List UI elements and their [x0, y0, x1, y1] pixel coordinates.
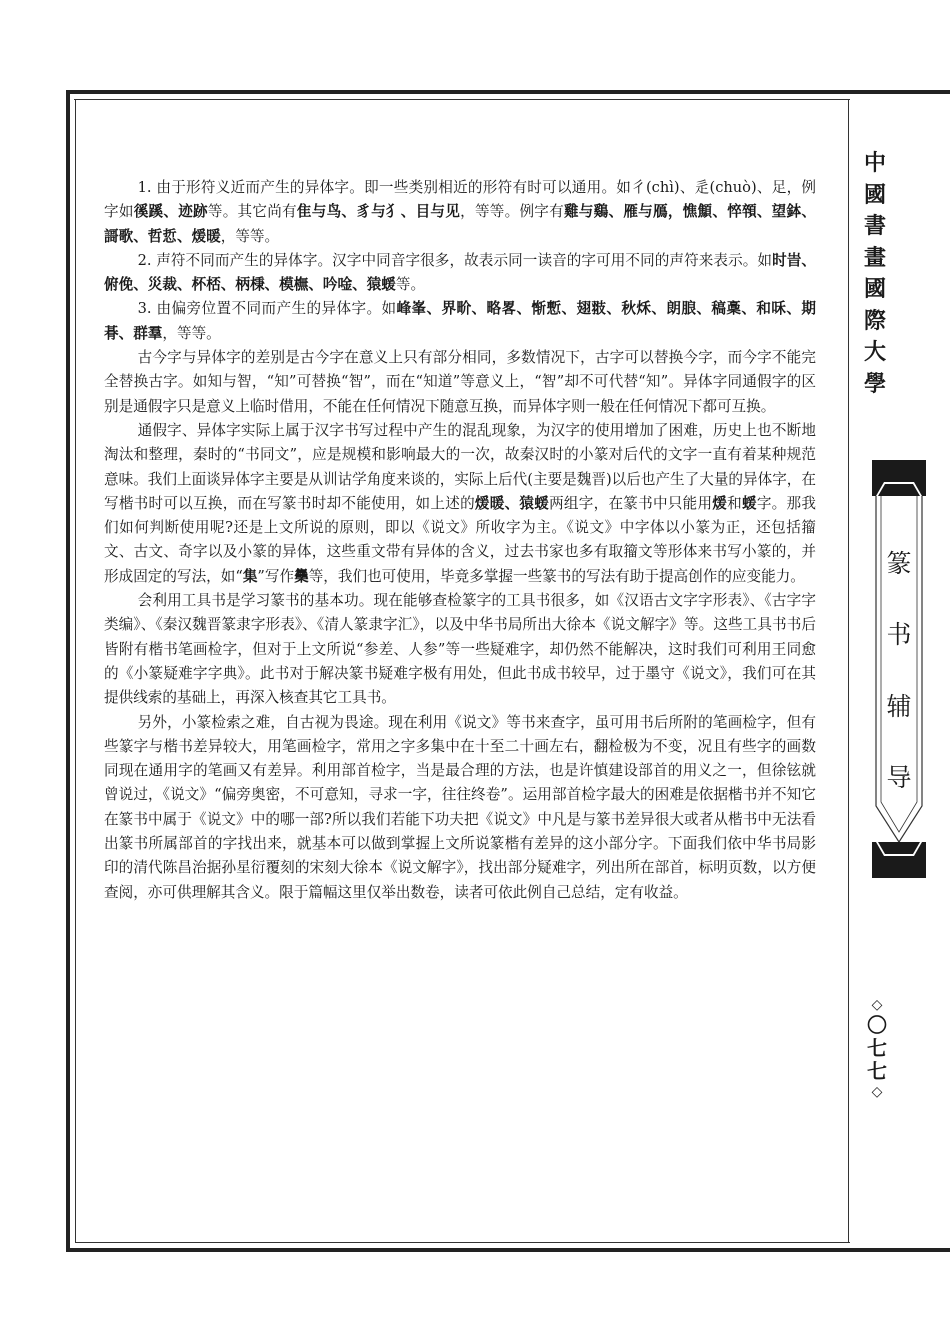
page-number-digit: 七	[867, 1036, 887, 1060]
paragraph-4: 古今字与异体字的差别是古今字在意义上只有部分相同，多数情况下，古字可以替换今字，而今字不能完全替换古字。如知与智，“知”可替换“智”，而在“知道”等意义上，“智”却不可代替“知”。异体字同通假字的区别是通假字只是意义上临时借用，不能在任何情况下随意互换，而异体字则一般在任何情况下都可互换。	[104, 349, 816, 415]
side-header-char: 書	[863, 213, 886, 239]
side-column-divider	[848, 99, 849, 1243]
side-header	[862, 148, 888, 400]
paragraph-3: 3. 由偏旁位置不同而产生的异体字。如峰峯、界畍、略畧、惭慙、翅翄、秋秌、朗朖、稿稾、和咊、期朞、群羣，等等。	[104, 300, 816, 342]
section-title-char: 篆	[886, 548, 912, 578]
diamond-icon: ◇	[871, 997, 883, 1013]
paragraph-5: 通假字、异体字实际上属于汉字书写过程中产生的混乱现象，为汉字的使用增加了困难，历史上也不断地淘汰和整理，秦时的“书同文”，应是规模和影响最大的一次，故秦汉时的小篆对后代的文字一直有着某种规范意味。我们上面谈异体字主要是从训诂学角度来谈的，实际上后代(主要是魏晋)以后也产生了大量的异体字，在写楷书时可以互换，而在写篆书时却不能使用，如上述的煖暖、猿蝯两组字，在篆书中只能用煖和蝯字。那我们如何判断使用呢?还是上文所说的原则，即以《说文》所收字为主。《说文》中字体以小篆为正，还包括籀文、古文、奇字以及小篆的异体，这些重文带有异体的含义，过去书家也多有取籀文等形体来书写小篆的，并形成固定的写法，如“集”写作雧等，我们也可使用，毕竟多掌握一些篆书的写法有助于提高创作的应变能力。	[104, 421, 816, 585]
page-number	[862, 996, 892, 1101]
frame-bottom-inner-rule	[75, 1242, 850, 1243]
frame-left-inner-rule	[75, 99, 76, 1243]
paragraph-2: 2. 声符不同而产生的异体字。汉字中同音字很多，故表示同一读音的字可用不同的声符来表示。如时旹、俯俛、災裁、杯桮、柄棅、模橅、吟唫、猿蝯等。	[104, 251, 816, 294]
side-header-char: 國	[863, 276, 886, 302]
side-header-char: 中	[863, 150, 886, 176]
paragraph-1: 1. 由于形符义近而产生的异体字。即一些类别相近的形符有时可以通用。如彳(chì)、辵(chuò)、足，例字如徯蹊、迹跡等。其它尚有隹与鸟、豸与犭、目与见，等等。例字有雞与鷄、雁与鴈，憔顦、悴顇、望鉢、謌歌、哲悊、煖暖，等等。	[104, 179, 816, 245]
section-title-char: 辅	[886, 691, 912, 721]
side-header-char: 際	[863, 307, 886, 334]
body-text	[104, 176, 816, 905]
frame-top-rule	[66, 90, 950, 94]
diamond-icon: ◇	[871, 1084, 883, 1100]
frame-left-rule	[66, 90, 70, 1252]
frame-top-inner-rule	[74, 99, 850, 100]
section-title-char: 书	[886, 620, 912, 650]
section-title	[872, 496, 926, 842]
section-title-box	[872, 496, 926, 842]
side-header-char: 大	[863, 339, 886, 365]
paragraph-7: 另外，小篆检索之难，自古视为畏途。现在利用《说文》等书来查字，虽可用书后所附的笔画检字，但有些篆字与楷书差异较大，用笔画检字，常用之字多集中在十至二十画左右，翻检极为不变，况且有些字的画数同现在通用字的笔画又有差异。利用部首检字，当是最合理的方法，也是许慎建设部首的用义之一，但徐铉就曾说过，《说文》“偏旁奥密，不可意知，寻求一字，往往终卷”。运用部首检字最大的困难是依据楷书并不知它在篆书中属于《说文》中的哪一部?所以我们若能下功夫把《说文》中凡是与篆书差异很大或者从楷书中无法看出篆书所属部首的字找出来，就基本可以做到掌握上文所说篆楷有差异的这小部分字。下面我们依中华书局影印的清代陈昌治据孙星衍覆刻的宋刻大徐本《说文解字》，找出部分疑难字，列出所在部首，标明页数，以方便查阅，亦可供理解其含义。限于篇幅这里仅举出数卷，读者可依此例自己总结，定有收益。	[104, 713, 816, 901]
section-title-char: 导	[886, 763, 912, 793]
side-header-char: 國	[863, 181, 886, 208]
side-header-char: 畫	[863, 244, 886, 271]
paragraph-6: 会利用工具书是学习篆书的基本功。现在能够查检篆字的工具书很多，如《汉语古文字字形表》、《古字字类编》、《秦汉魏晋篆隶字形表》、《清人篆隶字汇》，以及中华书局所出大徐本《说文解字》等。这些工具书书后皆附有楷书笔画检字，但对于上文所说“参差、人参”等一些疑难字，却仍然不能解决，这时我们可利用王同愈的《小篆疑难字字典》。此书对于解决篆书疑难字极有用处，但此书成书较早，过于墨守《说文》，我们可在其提供线索的基础上，再深入核查其它工具书。	[104, 592, 816, 707]
ornament-band-bottom	[872, 842, 926, 878]
frame-bottom-rule	[66, 1248, 950, 1252]
page-number-digit: 〇	[867, 1013, 887, 1037]
side-header-char: 學	[863, 370, 886, 397]
ornament-band-top	[872, 460, 926, 496]
page-number-digit: 七	[867, 1059, 887, 1083]
